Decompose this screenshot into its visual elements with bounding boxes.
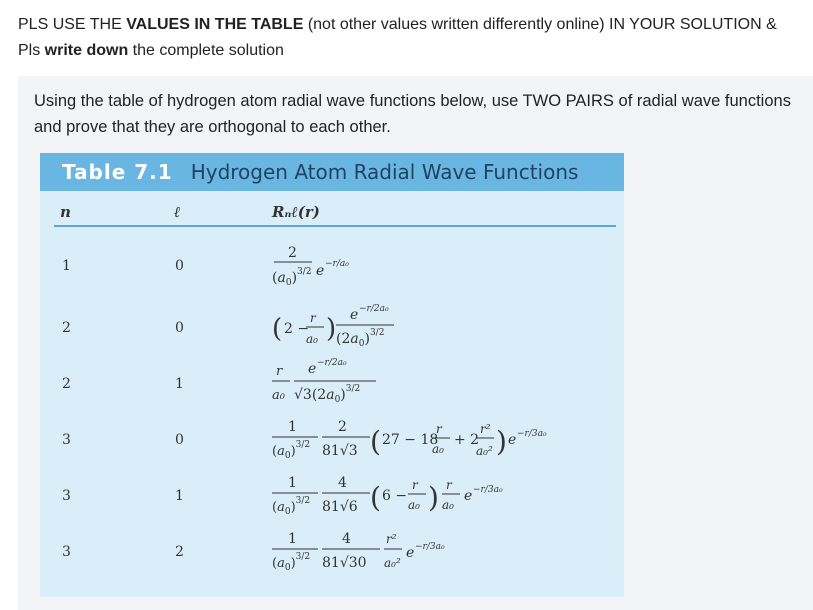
instruction-text: PLS USE THE <box>18 16 127 33</box>
row-6-l: 2 <box>175 544 184 560</box>
svg-text:a₀: a₀ <box>432 442 444 456</box>
row-1-n: 1 <box>62 258 71 274</box>
table-number: Table 7.1 <box>62 160 173 184</box>
row-2-n: 2 <box>62 320 71 336</box>
svg-text:−r/2a₀: −r/2a₀ <box>317 358 347 368</box>
svg-text:+ 2: + 2 <box>454 432 480 448</box>
svg-text:1: 1 <box>288 475 297 491</box>
header-divider <box>54 225 616 227</box>
row-3-n: 2 <box>62 376 71 392</box>
svg-text:(a0)3/2: $(a_0)^{3/2}$ <box>272 552 311 573</box>
radial-wave-function-table <box>40 153 624 597</box>
row-5-l: 1 <box>175 488 184 504</box>
svg-text:1: 1 <box>288 531 297 547</box>
svg-text:r: r <box>276 364 283 379</box>
table-title-bar <box>40 153 624 191</box>
svg-text:(2a0)3/2: $(2a_0)^{3/2}$ <box>336 328 385 349</box>
table-title: Hydrogen Atom Radial Wave Functions <box>190 160 579 184</box>
svg-text:a₀: a₀ <box>442 498 454 512</box>
svg-text:a₀: a₀ <box>306 332 318 346</box>
row-3-l: 1 <box>175 376 184 392</box>
svg-text:a₀²: a₀² <box>384 556 401 570</box>
svg-text:r: r <box>436 422 442 436</box>
svg-text:(: ( <box>272 314 283 344</box>
row-5-formula <box>270 467 610 523</box>
row-2-formula <box>270 299 610 355</box>
column-header-r: Rₙℓ(r) <box>272 203 320 221</box>
instructions <box>18 12 798 64</box>
svg-text:4: 4 <box>338 475 347 491</box>
svg-text:−r/3a₀: −r/3a₀ <box>473 485 503 495</box>
svg-text:(: ( <box>370 481 381 514</box>
svg-text:r: r <box>412 478 418 492</box>
svg-text:2: 2 <box>338 419 347 435</box>
svg-text:e: e <box>350 307 359 323</box>
svg-text:81√30: 81√30 <box>322 555 367 571</box>
svg-text:r²: r² <box>480 422 491 436</box>
svg-text:): ) <box>326 314 337 344</box>
row-6-n: 3 <box>62 544 71 560</box>
instruction-emphasis: VALUES IN THE TABLE <box>126 16 304 33</box>
svg-text:6 −: 6 − <box>382 488 408 504</box>
svg-text:4: 4 <box>342 531 351 547</box>
row-1-formula <box>270 237 610 293</box>
svg-text:(a0)3/2: $(a_0)^{3/2}$ <box>272 267 312 288</box>
svg-text:e: e <box>406 545 415 561</box>
row-2-l: 0 <box>175 320 184 336</box>
row-4-formula <box>270 411 610 467</box>
svg-text:r: r <box>310 311 316 325</box>
question-panel <box>18 76 813 610</box>
row-3-formula <box>270 355 610 411</box>
row-4-n: 3 <box>62 432 71 448</box>
column-header-n: n <box>60 203 71 221</box>
svg-text:−r/3a₀: −r/3a₀ <box>517 429 547 439</box>
svg-text:−r/3a₀: −r/3a₀ <box>415 542 445 552</box>
instruction-text: the complete solution <box>128 42 284 59</box>
svg-text:e: e <box>308 361 317 377</box>
svg-text:81√6: 81√6 <box>322 499 358 515</box>
row-5-n: 3 <box>62 488 71 504</box>
svg-text:2 −: 2 − <box>284 321 310 337</box>
svg-text:r²: r² <box>386 532 397 546</box>
svg-text:a₀: a₀ <box>408 498 420 512</box>
svg-text:): ) <box>428 481 439 514</box>
instruction-emphasis: write down <box>44 42 129 59</box>
svg-text:e: e <box>316 263 325 279</box>
svg-text:−r/2a₀: −r/2a₀ <box>359 304 389 314</box>
svg-text:a₀²: a₀² <box>476 444 493 458</box>
column-header-l: ℓ <box>174 203 181 221</box>
svg-text:r: r <box>446 478 452 492</box>
svg-text:e: e <box>508 432 517 448</box>
svg-text:(a0)3/2: $(a_0)^{3/2}$ <box>272 440 311 461</box>
svg-text:√3(2a0)3/2: $√3(2a_0)^{3/2}$ <box>294 384 361 405</box>
instruction-line-2 <box>18 38 798 64</box>
svg-text:a₀: a₀ <box>272 388 285 403</box>
instruction-text: Pls <box>18 42 45 59</box>
row-1-l: 0 <box>175 258 184 274</box>
instruction-text: (not other values written differently online) IN YOUR SOLUTION & <box>303 16 777 33</box>
question-text: Using the table of hydrogen atom radial wave functions below, use TWO PAIRS of radial wave functions and prove that they are orthogonal to each other. <box>34 92 791 136</box>
instruction-line-1 <box>18 12 798 38</box>
svg-text:(: ( <box>370 425 381 458</box>
svg-text:27 − 18: 27 − 18 <box>382 432 439 448</box>
svg-text:(a0)3/2: $(a_0)^{3/2}$ <box>272 496 311 517</box>
row-6-formula <box>270 523 610 579</box>
svg-text:1: 1 <box>288 419 297 435</box>
row-4-l: 0 <box>175 432 184 448</box>
svg-text:e: e <box>464 488 473 504</box>
svg-text:): ) <box>496 425 507 458</box>
svg-text:81√3: 81√3 <box>322 443 358 459</box>
svg-text:2: 2 <box>288 245 297 261</box>
svg-text:−r/a₀: −r/a₀ <box>325 259 349 269</box>
